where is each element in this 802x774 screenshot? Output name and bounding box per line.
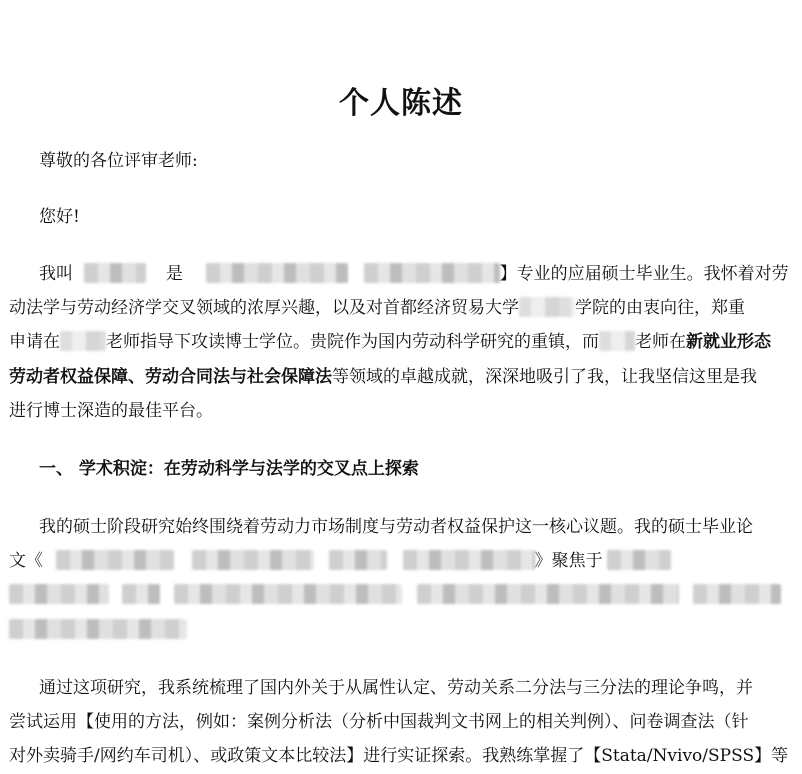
- redacted-supervisor: [599, 331, 635, 351]
- redacted-school-name: [519, 297, 575, 317]
- redacted-thesis-title: [56, 550, 174, 570]
- redacted-content: [693, 584, 781, 604]
- paragraph-text: 文《: [9, 551, 43, 571]
- section-heading: 一、 学术积淀：在劳动科学与法学的交叉点上探索: [39, 459, 419, 479]
- redacted-content: [9, 584, 109, 604]
- greeting: 您好!: [39, 207, 80, 227]
- section1-p1-line-3: [9, 584, 775, 606]
- redacted-thesis-title: [329, 550, 387, 570]
- section1-p2-line-1: 通过这项研究，我系统梳理了国内外关于从属性认定、劳动关系二分法与三分法的理论争鸣，并: [39, 678, 753, 698]
- section1-p1-line-1: 我的硕士阶段研究始终围绕着劳动力市场制度与劳动者权益保护这一核心议题。我的硕士毕业论: [39, 517, 753, 537]
- intro-text: 老师指导下攻读博士学位。贵院作为国内劳动科学研究的重镇，而: [106, 332, 599, 352]
- salutation: 尊敬的各位评审老师:: [39, 151, 198, 171]
- redacted-supervisor: [60, 331, 106, 351]
- intro-text: 我叫: [39, 264, 73, 284]
- intro-text: 是: [165, 264, 183, 284]
- redacted-name: [84, 263, 146, 283]
- section1-p2-line-2: 尝试运用【使用的方法，例如：案例分析法（分析中国裁判文书网上的相关判例）、问卷调查法（针: [9, 712, 749, 732]
- intro-line-2: [9, 297, 775, 319]
- intro-text: 等领域的卓越成就，深深地吸引了我，让我坚信这里是我: [332, 367, 757, 387]
- paragraph-text: 》聚焦于: [534, 551, 603, 571]
- section1-p1-line-4: [9, 619, 775, 641]
- document-title: 个人陈述: [339, 86, 463, 121]
- redacted-content: [122, 584, 160, 604]
- redacted-content: [417, 584, 679, 604]
- intro-line-3: [9, 331, 775, 353]
- redacted-major: [364, 263, 500, 283]
- intro-text: 申请在: [9, 332, 60, 352]
- redacted-school: [206, 263, 348, 283]
- redacted-content: [174, 584, 402, 604]
- intro-line-1: [39, 263, 789, 285]
- intro-text: 老师在: [635, 332, 686, 352]
- intro-line-4: [9, 366, 775, 388]
- redacted-content: [9, 619, 187, 639]
- intro-text: 】专业的应届硕士毕业生。我怀着对劳: [499, 264, 789, 284]
- redacted-topic: [607, 550, 671, 570]
- intro-bold-text: 劳动者权益保障、劳动合同法与社会保障法: [9, 367, 332, 387]
- intro-text: 动法学与劳动经济学交叉领域的浓厚兴趣，以及对首都经济贸易大学: [9, 298, 519, 318]
- intro-text: 学院的由衷向往，郑重: [575, 298, 745, 318]
- redacted-thesis-title: [192, 550, 314, 570]
- intro-line-5: 进行博士深造的最佳平台。: [9, 401, 213, 421]
- redacted-thesis-title: [403, 550, 535, 570]
- section1-p1-line-2: [9, 550, 775, 572]
- intro-bold-text: 新就业形态: [686, 332, 771, 352]
- section1-p2-line-3: 对外卖骑手/网约车司机）、或政策文本比较法】进行实证探索。我熟练掌握了【Stata/Nvivo/SPSS】等: [9, 746, 789, 766]
